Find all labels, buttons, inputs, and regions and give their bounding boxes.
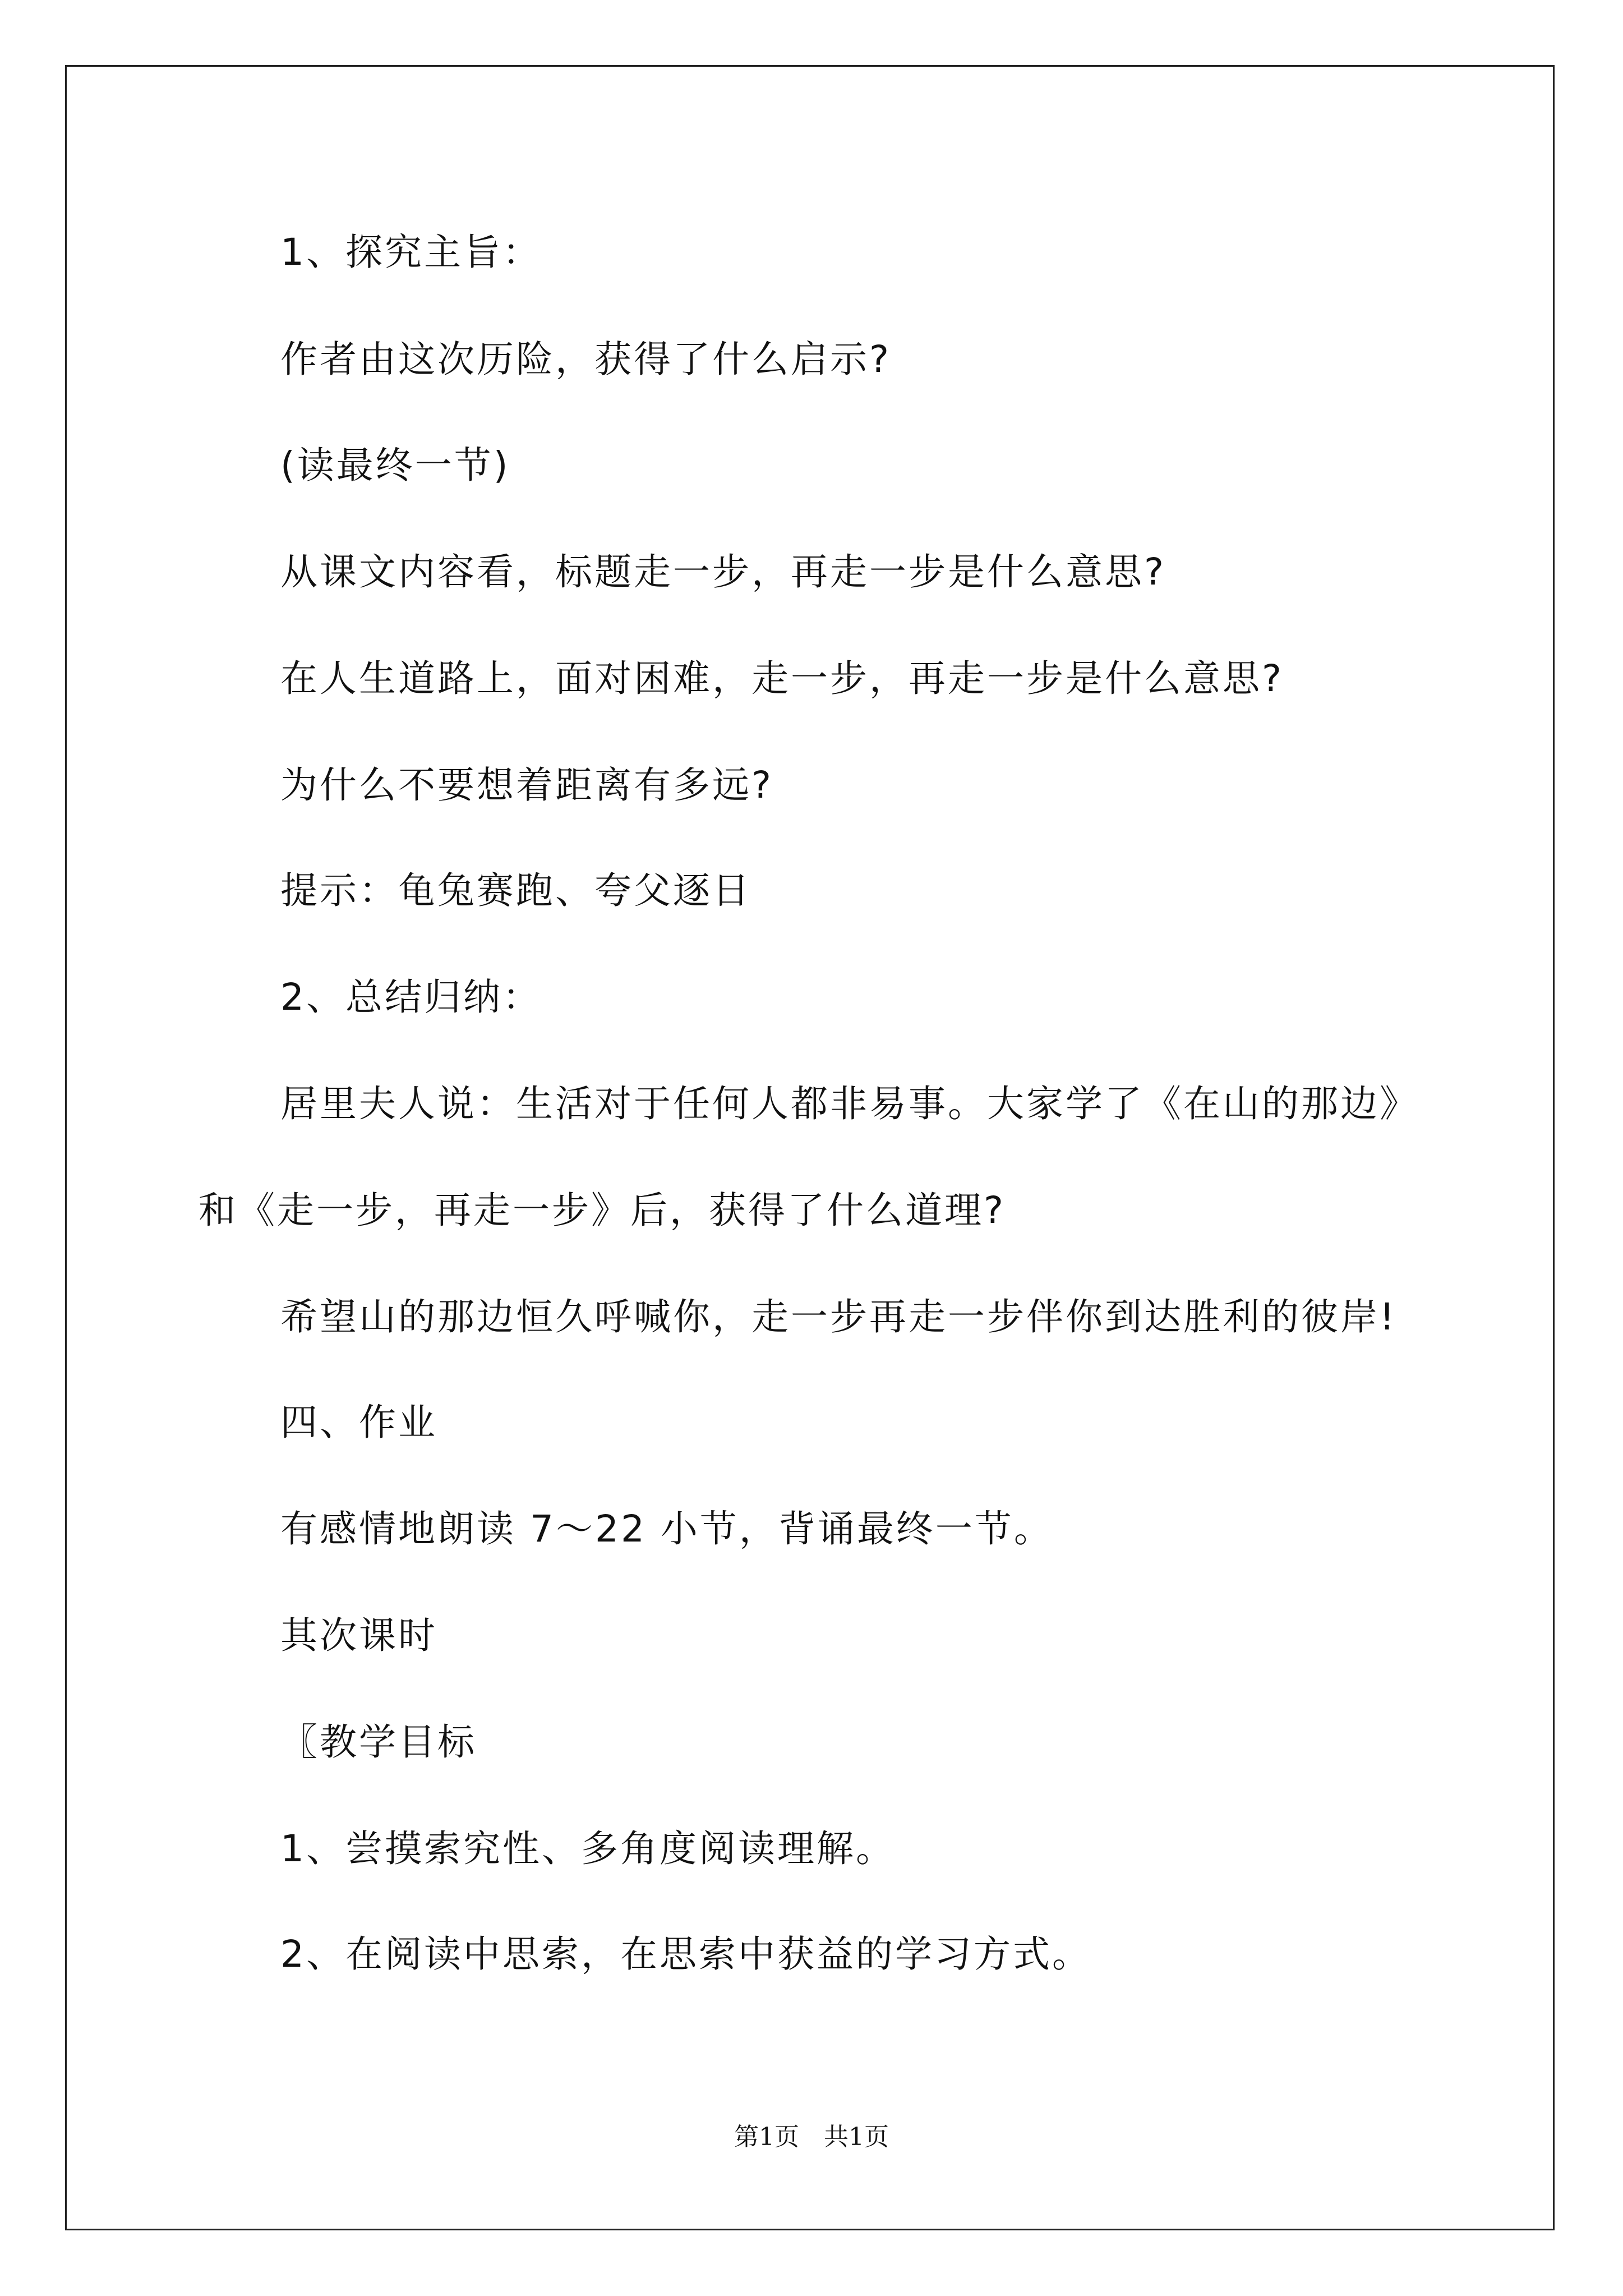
text-line: 作者由这次历险，获得了什么启示? [280, 338, 892, 381]
text-line: 在人生道路上，面对困难，走一步，再走一步是什么意思? [280, 657, 1284, 700]
text-line: 居里夫人说：生活对于任何人都非易事。大家学了《在山的那边》 [280, 1082, 1419, 1125]
text-line: 1、尝摸索究性、多角度阅读理解。 [280, 1827, 895, 1870]
text-line: 四、作业 [280, 1401, 437, 1444]
text-line: 提示：龟兔赛跑、夸父逐日 [280, 869, 751, 912]
page-border [65, 65, 1555, 2230]
page-footer: 第1页 共1页 [734, 2123, 889, 2151]
text-line: 2、总结归纳： [280, 976, 542, 1019]
text-line: 从课文内容看，标题走一步，再走一步是什么意思? [280, 550, 1166, 593]
text-line: 2、在阅读中思索，在思索中获益的学习方式。 [280, 1932, 1091, 1976]
text-line: 和《走一步，再走一步》后，获得了什么道理? [199, 1189, 1006, 1232]
text-line: 其次课时 [280, 1614, 437, 1657]
text-line: 〖教学目标 [280, 1720, 477, 1764]
text-line: 希望山的那边恒久呼喊你，走一步再走一步伴你到达胜利的彼岸! [280, 1295, 1397, 1338]
text-line: 1、探究主旨： [280, 231, 542, 274]
text-line: 有感情地朗读 7～22 小节，背诵最终一节。 [280, 1507, 1053, 1550]
text-line: (读最终一节) [280, 444, 510, 487]
text-line: 为什么不要想着距离有多远? [280, 763, 774, 807]
